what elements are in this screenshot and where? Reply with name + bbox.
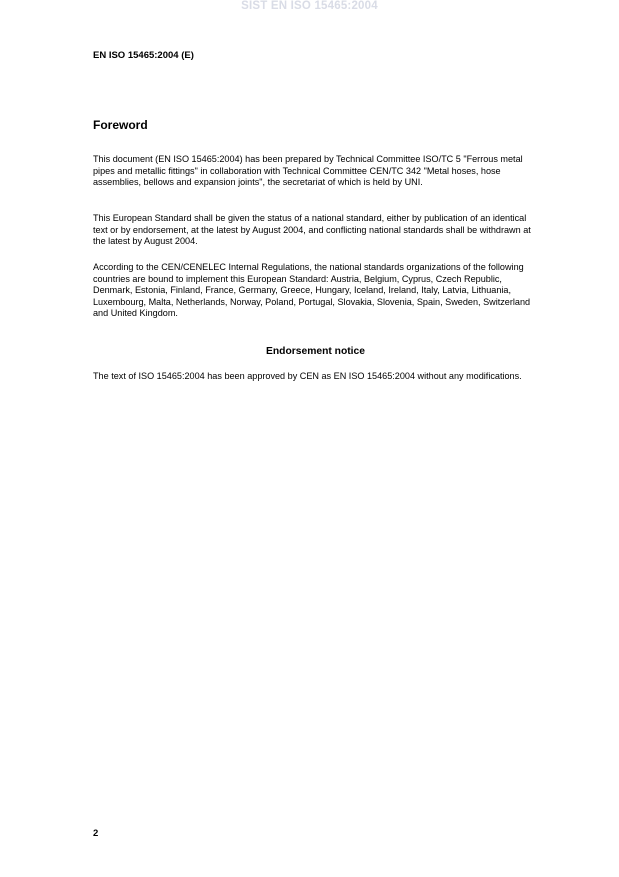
foreword-paragraph-3: According to the CEN/CENELEC Internal Regulations, the national standards organizations of the following countries are bound to implement this European Standard: Austria, Belgium, Cyprus, Czech Republic, Denmark, Estonia, Finland, France, Germany, Greece, Hungary, Iceland, Ireland, Italy, Latvia, Lithuania, Luxembourg, Malta, Netherlands, Norway, Poland, Portugal, Slovakia, Slovenia, Spain, Sweden, Switzerland and United Kingdom.	[93, 262, 531, 319]
foreword-heading: Foreword	[93, 118, 148, 132]
foreword-paragraph-2: This European Standard shall be given the status of a national standard, either by publication of an identical text or by endorsement, at the latest by August 2004, and conflicting national standards shall be withdrawn at the latest by August 2004.	[93, 213, 531, 247]
page-number: 2	[93, 828, 99, 839]
endorsement-paragraph: The text of ISO 15465:2004 has been approved by CEN as EN ISO 15465:2004 without any modifications.	[93, 371, 522, 381]
document-identifier: EN ISO 15465:2004 (E)	[93, 50, 194, 61]
endorsement-heading: Endorsement notice	[266, 346, 365, 357]
watermark: SIST EN ISO 15465:2004	[241, 0, 378, 12]
foreword-paragraph-1: This document (EN ISO 15465:2004) has been prepared by Technical Committee ISO/TC 5 "Ferrous metal pipes and metallic fittings" in collaboration with Technical Committee CEN/TC 342 "Metal hoses, hose assemblies, bellows and expansion joints", the secretariat of which is held by UNI.	[93, 154, 523, 188]
